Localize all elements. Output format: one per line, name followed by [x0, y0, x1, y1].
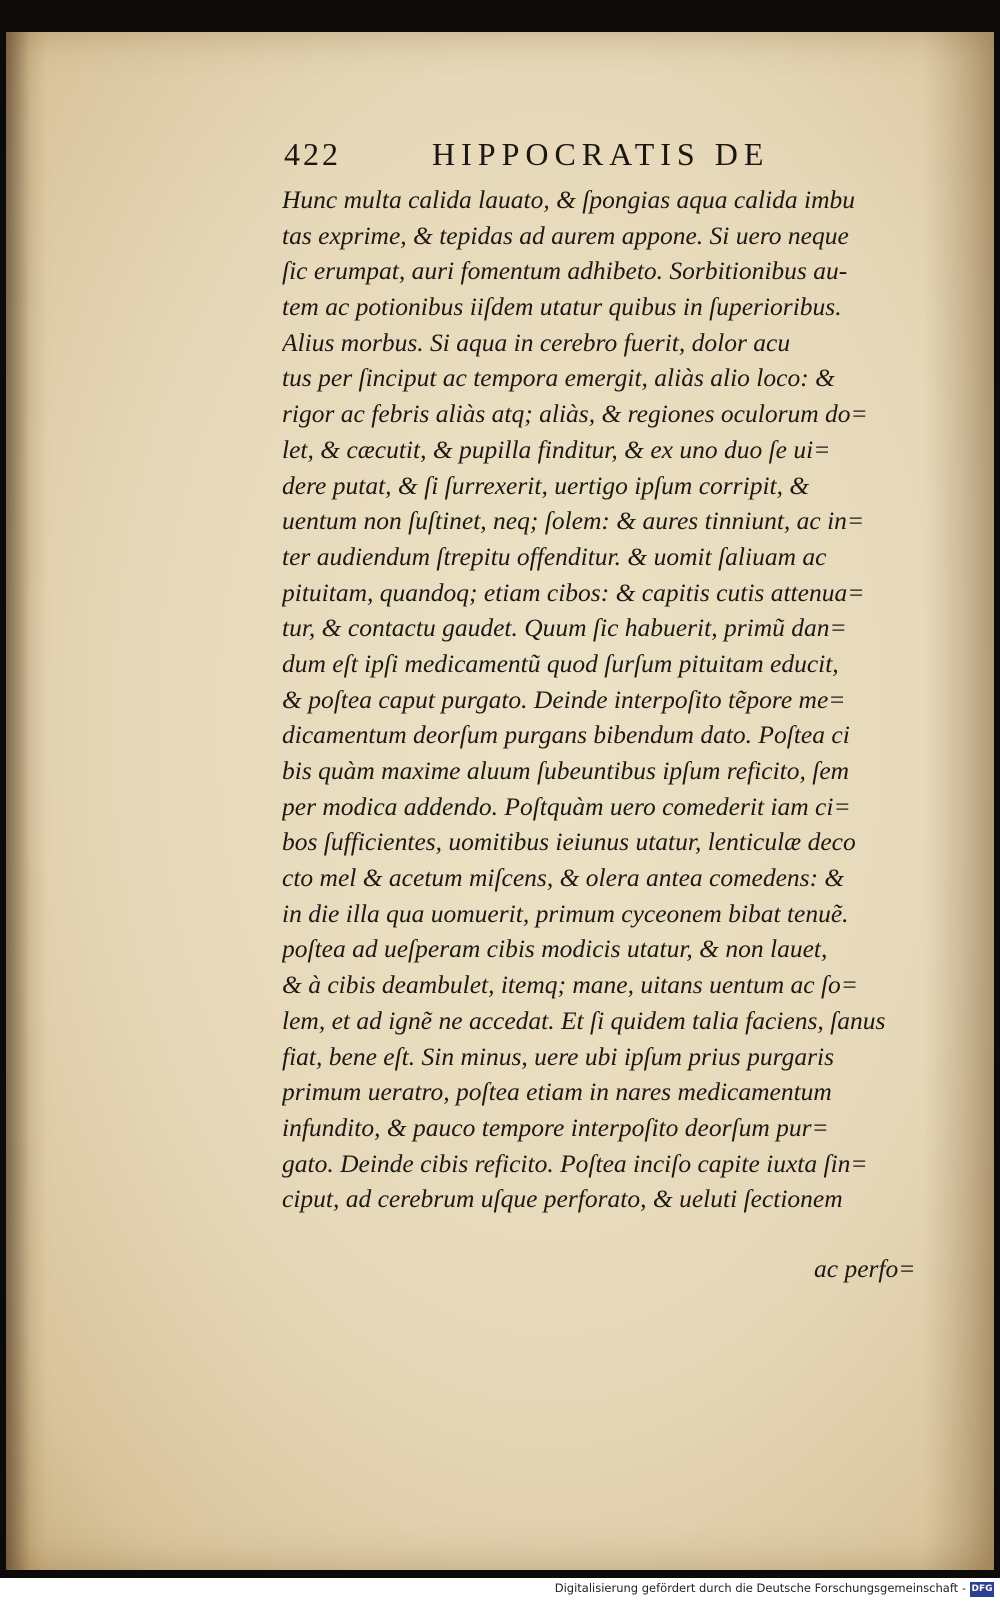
- text-line: & poſtea caput purgato. Deinde interpoſito tẽpore me=: [282, 684, 846, 714]
- text-line: ter audiendum ſtrepitu offenditur. & uomit ſaliuam ac: [282, 541, 827, 571]
- text-line: & à cibis deambulet, itemq; mane, uitans uentum ac ſo=: [282, 970, 858, 1000]
- dfg-logo-icon: DFG: [970, 1582, 994, 1597]
- text-line: Alius morbus. Si aqua in cerebro fuerit, dolor acu: [282, 327, 791, 357]
- text-line: let, & cæcutit, & pupilla finditur, & ex uno duo ſe ui=: [282, 434, 831, 464]
- page-edge-stain: [924, 32, 994, 1570]
- text-line: tem ac potionibus iiſdem utatur quibus in ſuperioribus.: [282, 292, 842, 322]
- text-line: Hunc multa calida lauato, & ſpongias aqua calida imbu: [282, 185, 856, 214]
- text-line: dum eſt ipſi medicamentũ quod ſurſum pituitam educit,: [282, 648, 839, 678]
- text-line: rigor ac febris aliàs atq; aliàs, & regiones oculorum do=: [282, 399, 868, 429]
- body-text: [282, 182, 932, 1217]
- catchword: ac perfo=: [814, 1254, 916, 1283]
- text-line: per modica addendo. Poſtquàm uero comederit iam ci=: [282, 791, 851, 821]
- text-line: ciput, ad cerebrum uſque perforato, & ueluti ſectionem: [282, 1184, 843, 1214]
- text-line: fiat, bene eſt. Sin minus, uere ubi ipſum prius purgaris: [282, 1041, 835, 1071]
- text-line: tus per ſinciput ac tempora emergit, aliàs alio loco: &: [282, 363, 835, 393]
- text-line: gato. Deinde cibis reficito. Poſtea inciſo capite iuxta ſin=: [282, 1148, 868, 1178]
- page-header: [284, 136, 814, 176]
- text-line: tas exprime, & tepidas ad aurem appone. Si uero neque: [282, 220, 849, 250]
- text-line: poſtea ad ueſperam cibis modicis utatur, & non lauet,: [282, 934, 828, 964]
- footer-bar: [0, 1578, 1000, 1602]
- text-line: bis quàm maxime aluum ſubeuntibus ipſum reficito, ſem: [282, 756, 850, 785]
- text-line: dere putat, & ſi ſurrexerit, uertigo ipſum corripit, &: [282, 470, 810, 500]
- funding-credit: Digitalisierung gefördert durch die Deutsche Forschungsgemeinschaft -: [554, 1581, 966, 1595]
- page-number: 422: [284, 136, 341, 172]
- text-line: cto mel & acetum miſcens, & olera antea comedens: &: [282, 863, 845, 893]
- text-line: lem, et ad ignẽ ne accedat. Et ſi quidem talia faciens, ſanus: [282, 1005, 886, 1035]
- running-title: HIPPOCRATIS DE: [432, 136, 770, 172]
- text-line: bos ſufficientes, uomitibus ieiunus utatur, lenticulæ deco: [282, 827, 856, 857]
- text-line: tur, & contactu gaudet. Quum ſic habuerit, primũ dan=: [282, 613, 847, 643]
- text-line: dicamentum deorſum purgans bibendum dato. Poſtea ci: [282, 720, 850, 750]
- text-line: uentum non ſuſtinet, neq; ſolem: & aures tinniunt, ac in=: [282, 506, 865, 536]
- text-line: ſic erumpat, auri fomentum adhibeto. Sorbitionibus au-: [282, 256, 848, 286]
- text-line: primum ueratro, poſtea etiam in nares medicamentum: [282, 1077, 832, 1107]
- text-line: infundito, & pauco tempore interpoſito deorſum pur=: [282, 1112, 829, 1142]
- page-gutter-shadow: [6, 32, 46, 1570]
- text-line: in die illa qua uomuerit, primum cyceonem bibat tenuẽ.: [282, 898, 849, 928]
- text-line: pituitam, quandoq; etiam cibos: & capitis cutis attenua=: [282, 577, 865, 607]
